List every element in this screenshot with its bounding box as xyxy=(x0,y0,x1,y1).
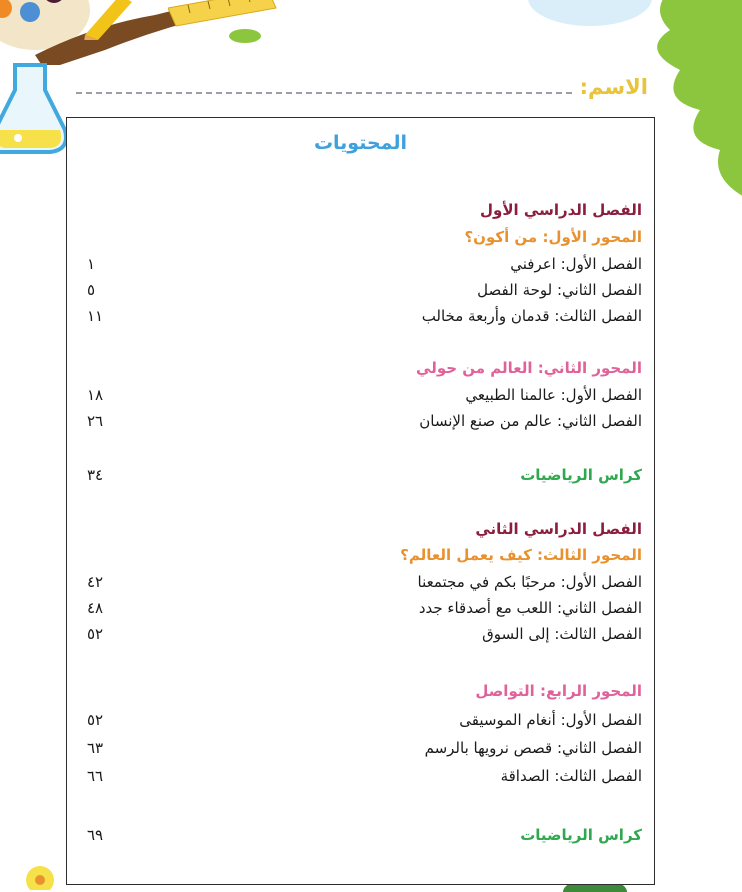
page-number: ٥٢ xyxy=(87,625,104,643)
page-number: ٤٢ xyxy=(87,573,104,591)
toc-entry[interactable]: الفصل الثالث: إلى السوق ٥٢ xyxy=(87,625,642,643)
toc-entry[interactable]: الفصل الثالث: الصداقة ٦٦ xyxy=(87,767,642,785)
math-workbook-entry[interactable]: كراس الرياضيات ٣٤ xyxy=(87,466,642,484)
semester-1-heading: الفصل الدراسي الأول xyxy=(480,201,642,219)
tree-bush-icon xyxy=(640,0,742,205)
axis-4-heading: المحور الرابع: التواصل xyxy=(475,682,642,700)
toc-entry[interactable]: الفصل الثالث: قدمان وأربعة مخالب ١١ xyxy=(87,307,642,325)
page-number: ٣٤ xyxy=(87,466,104,484)
flask-icon xyxy=(0,60,70,160)
cloud-icon xyxy=(525,0,655,30)
page-number: ١ xyxy=(87,255,96,273)
toc-entry[interactable]: الفصل الثاني: اللعب مع أصدقاء جدد ٤٨ xyxy=(87,599,642,617)
page-number: ٦٩ xyxy=(87,826,104,844)
student-name-field[interactable] xyxy=(76,70,648,104)
toc-entry[interactable]: الفصل الأول: أنغام الموسيقى ٥٢ xyxy=(87,711,642,729)
page-number: ٦٦ xyxy=(87,767,104,785)
axis-2-heading: المحور الثاني: العالم من حولي xyxy=(416,359,642,377)
table-of-contents xyxy=(66,117,655,885)
toc-entry[interactable]: الفصل الثاني: قصص نرويها بالرسم ٦٣ xyxy=(87,739,642,757)
page-number: ١٨ xyxy=(87,386,104,404)
pencil-icon xyxy=(80,0,140,40)
toc-title: المحتويات xyxy=(313,132,408,154)
ruler-icon xyxy=(168,0,278,30)
name-input-line[interactable] xyxy=(76,92,572,94)
page-number: ٦٣ xyxy=(87,739,104,757)
toc-entry[interactable]: الفصل الأول: عالمنا الطبيعي ١٨ xyxy=(87,386,642,404)
page-number: ١١ xyxy=(87,307,104,325)
page-number: ٤٨ xyxy=(87,599,104,617)
page-number: ٥ xyxy=(87,281,96,299)
flower-icon xyxy=(10,858,70,890)
axis-3-heading: المحور الثالث: كيف يعمل العالم؟ xyxy=(400,546,642,564)
name-label: الاسم: xyxy=(579,75,648,99)
toc-entry[interactable]: الفصل الثاني: عالم من صنع الإنسان ٢٦ xyxy=(87,412,642,430)
semester-2-heading: الفصل الدراسي الثاني xyxy=(475,520,642,538)
math-workbook-entry[interactable]: كراس الرياضيات ٦٩ xyxy=(87,826,642,844)
page-number: ٢٦ xyxy=(87,412,104,430)
toc-entry[interactable]: الفصل الأول: اعرفني ١ xyxy=(87,255,642,273)
page-number: ٥٢ xyxy=(87,711,104,729)
toc-entry[interactable]: الفصل الأول: مرحبًا بكم في مجتمعنا ٤٢ xyxy=(87,573,642,591)
axis-1-heading: المحور الأول: من أكون؟ xyxy=(464,228,642,246)
toc-entry[interactable]: الفصل الثاني: لوحة الفصل ٥ xyxy=(87,281,642,299)
